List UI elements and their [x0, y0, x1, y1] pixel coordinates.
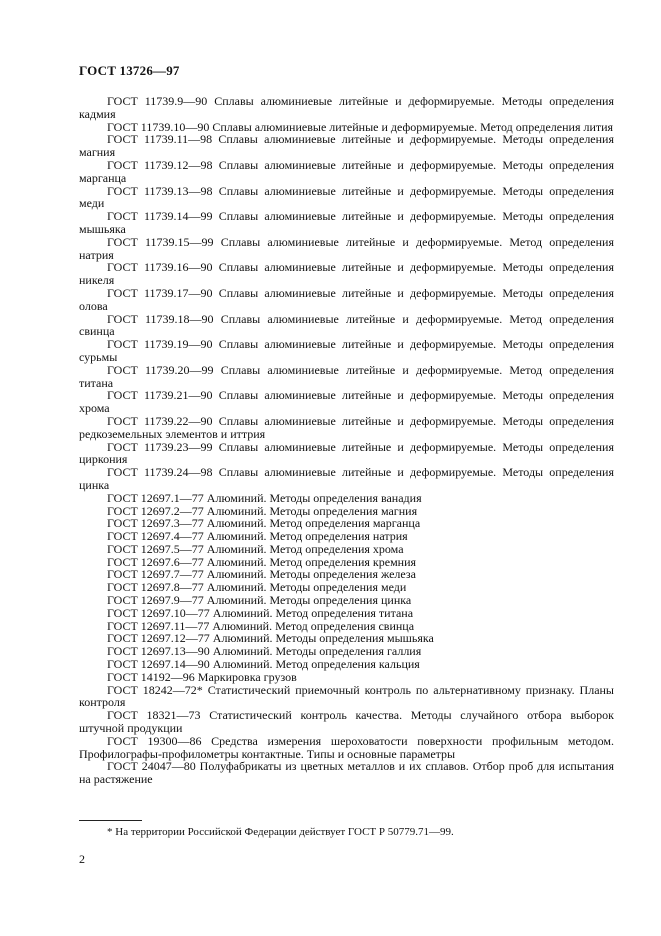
reference-item: ГОСТ 12697.14—90 Алюминий. Метод определения кальция [107, 657, 420, 672]
reference-item: ГОСТ 11739.9—90 Сплавы алюминиевые литейные и деформируемые. Методы определения кадмия [79, 94, 614, 121]
reference-item: ГОСТ 11739.10—90 Сплавы алюминиевые литейные и деформируемые. Метод определения лития [107, 119, 614, 134]
reference-item: ГОСТ 12697.1—77 Алюминий. Методы определения ванадия [107, 490, 422, 505]
page-number: 2 [79, 852, 85, 866]
reference-item: ГОСТ 12697.5—77 Алюминий. Метод определения хрома [107, 541, 404, 556]
footnote-divider [79, 820, 142, 821]
reference-item: ГОСТ 19300—86 Средства измерения шероховатости поверхности профильным методом. Профилографы-профилометры контактные. Типы и основные параметры [79, 733, 614, 761]
reference-item: ГОСТ 18321—73 Статистический контроль качества. Методы случайного отбора выборок штучной продукции [79, 708, 614, 736]
reference-item: ГОСТ 11739.14—99 Сплавы алюминиевые литейные и деформируемые. Методы определения мышьяка [79, 209, 614, 236]
reference-item: ГОСТ 12697.3—77 Алюминий. Метод определения марганца [107, 516, 421, 531]
reference-item: ГОСТ 11739.17—90 Сплавы алюминиевые литейные и деформируемые. Методы определения олова [79, 285, 614, 313]
reference-item: ГОСТ 11739.16—90 Сплавы алюминиевые литейные и деформируемые. Методы определения никеля [79, 260, 614, 288]
reference-item: ГОСТ 11739.15—99 Сплавы алюминиевые литейные и деформируемые. Метод определения натрия [79, 234, 614, 262]
reference-item: ГОСТ 11739.20—99 Сплавы алюминиевые литейные и деформируемые. Метод определения титана [79, 362, 614, 390]
reference-item: ГОСТ 12697.8—77 Алюминий. Методы определения меди [107, 580, 407, 595]
reference-item: ГОСТ 12697.9—77 Алюминий. Методы определения цинка [107, 593, 412, 608]
reference-item: ГОСТ 11739.22—90 Сплавы алюминиевые литейные и деформируемые. Методы определения редкоземельных элементов и иттрия [79, 413, 614, 441]
reference-item: ГОСТ 11739.12—98 Сплавы алюминиевые литейные и деформируемые. Методы определения марганца [79, 157, 614, 185]
reference-item: ГОСТ 12697.7—77 Алюминий. Методы определения железа [107, 567, 416, 582]
reference-item: ГОСТ 11739.11—98 Сплавы алюминиевые литейные и деформируемые. Методы определения магния [79, 132, 614, 160]
reference-item: ГОСТ 11739.21—90 Сплавы алюминиевые литейные и деформируемые. Методы определения хрома [79, 388, 614, 416]
reference-item: ГОСТ 12697.10—77 Алюминий. Метод определения титана [107, 605, 414, 620]
reference-item: ГОСТ 12697.6—77 Алюминий. Метод определения кремния [107, 554, 417, 569]
reference-item: ГОСТ 12697.4—77 Алюминий. Метод определения натрия [107, 529, 408, 544]
page-header-title: ГОСТ 13726—97 [79, 63, 180, 78]
reference-item: ГОСТ 24047—80 Полуфабрикаты из цветных металлов и их сплавов. Отбор проб для испытания на растяжение [79, 759, 614, 787]
normative-references-list [79, 95, 614, 786]
footnote-text: * На территории Российской Федерации действует ГОСТ Р 50779.71—99. [107, 826, 454, 838]
reference-item: ГОСТ 12697.11—77 Алюминий. Метод определения свинца [107, 618, 415, 633]
reference-item: ГОСТ 12697.2—77 Алюминий. Методы определения магния [107, 503, 418, 518]
reference-item: ГОСТ 14192—96 Маркировка грузов [107, 669, 297, 684]
reference-item: ГОСТ 12697.12—77 Алюминий. Методы определения мышьяка [107, 631, 434, 646]
reference-item: ГОСТ 11739.18—90 Сплавы алюминиевые литейные и деформируемые. Метод определения свинца [79, 311, 614, 339]
reference-item: ГОСТ 11739.19—90 Сплавы алюминиевые литейные и деформируемые. Методы определения сурьмы [79, 337, 614, 364]
reference-item: ГОСТ 11739.13—98 Сплавы алюминиевые литейные и деформируемые. Методы определения меди [79, 183, 614, 211]
reference-item: ГОСТ 11739.24—98 Сплавы алюминиевые литейные и деформируемые. Методы определения цинка [79, 465, 614, 492]
reference-item: ГОСТ 12697.13—90 Алюминий. Методы определения галлия [107, 644, 422, 659]
reference-item: ГОСТ 11739.23—99 Сплавы алюминиевые литейные и деформируемые. Методы определения циркония [79, 439, 614, 467]
reference-item: ГОСТ 18242—72* Статистический приемочный контроль по альтернативному признаку. Планы контроля [79, 682, 614, 710]
